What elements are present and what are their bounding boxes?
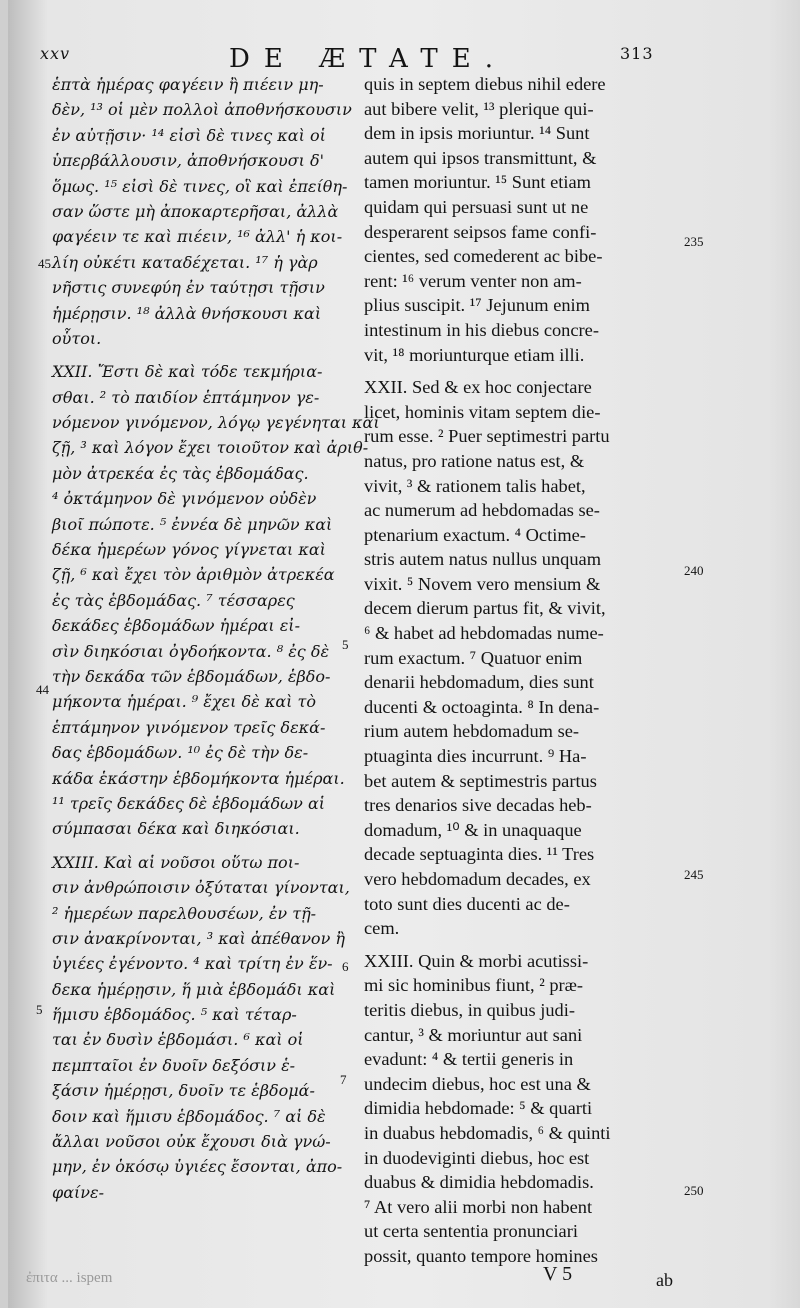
latin-text-line: quis in septem diebus nihil edere (364, 74, 606, 94)
greek-text-line: ὑπερβάλλουσιν, ἀποθνήσκουσι δ' (52, 151, 325, 171)
signature-mark: V 5 (543, 1263, 573, 1285)
greek-text-line: ὑγιέες ἐγένοντο. ⁴ καὶ τρίτη ἐν ἕν- (52, 954, 333, 974)
latin-text-line: decem dierum partus fit, & vivit, (364, 598, 606, 619)
latin-text-line: tamen moriuntur. ¹⁵ Sunt etiam (364, 172, 591, 193)
latin-text-line: bet autem & septimestris partus (364, 770, 597, 791)
greek-text-line: ξάσιν ἡμέρῃσι, δυοῖν τε ἑβδομά- (52, 1081, 315, 1101)
header-section-number: xxv (40, 44, 71, 63)
latin-text-line: autem qui ipsos transmittunt, & (364, 147, 597, 168)
latin-text-line: aut bibere velit, ¹³ plerique qui- (364, 98, 594, 119)
catchword: ab (656, 1270, 673, 1290)
latin-text-line: toto sunt dies ducenti ac de- (364, 893, 570, 914)
latin-text-line: vit, ¹⁸ moriunturque etiam illi. (364, 344, 585, 365)
greek-text-line: δέκα ἡμερέων γόνος γίγνεται καὶ (52, 540, 326, 560)
greek-text-line: φαίνε- (52, 1182, 104, 1202)
latin-text-line: ⁶ & habet ad hebdomadas nume- (364, 623, 604, 644)
page-number: 313 (620, 44, 654, 63)
latin-text-line: vero hebdomadum decades, ex (364, 869, 591, 889)
latin-text-line: evadunt: ⁴ & tertii generis in (364, 1049, 574, 1070)
greek-text-column (52, 72, 380, 1205)
latin-text-line: ⁷ At vero alii morbi non habent (364, 1196, 593, 1217)
greek-text-line: σιν ἀνθρώποισιν ὀξύταται γίνονται, (52, 878, 350, 898)
latin-text-column (364, 72, 678, 1269)
running-title: DE ÆTATE. (229, 44, 507, 74)
greek-text-line: ἑπτὰ ἡμέρας φαγέειν ἢ πιέειν μη- (52, 75, 324, 94)
greek-text-line: τὴν δεκάδα τῶν ἑβδομάδων, ἑβδο- (52, 666, 331, 686)
greek-text-line: ἄλλαι νοῦσοι οὐκ ἔχουσι διὰ γνώ- (52, 1132, 331, 1152)
greek-text-line: ἐς τὰς ἑβδομάδας. ⁷ τέσσαρες (52, 590, 295, 610)
latin-text-paragraph-gap (364, 941, 678, 949)
greek-text-paragraph-gap (52, 351, 334, 359)
margin-note-235: 235 (684, 234, 704, 249)
greek-text-line: ἡμέρῃσιν. ¹⁸ ἀλλὰ θνήσκουσι καὶ (52, 303, 322, 323)
latin-text-line: rium autem hebdomadum se- (364, 721, 580, 742)
latin-text-line: ut certa sententia pronunciari (364, 1221, 578, 1242)
margin-note-6-mid: 6 (342, 959, 349, 974)
greek-text-line: σαν ὥστε μὴ ἀποκαρτερῆσαι, ἀλλὰ (52, 201, 339, 221)
book-page (8, 0, 800, 1308)
latin-text-line: desperarent seipsos fame confi- (364, 221, 597, 242)
latin-text-line: cem. (364, 918, 400, 939)
greek-text-paragraph-gap (52, 842, 334, 850)
greek-text-line: λίη οὐκέτι καταδέχεται. ¹⁷ ἡ γὰρ (52, 252, 318, 272)
greek-text-line: σθαι. ² τὸ παιδίον ἑπτάμηνον γε- (52, 387, 320, 407)
greek-text-line: οὗτοι. (52, 328, 102, 348)
latin-text-line: vivit, ³ & rationem talis habet, (364, 475, 586, 496)
greek-text-line: σύμπασαι δέκα καὶ διηκόσιαι. (52, 819, 300, 839)
greek-text-line: ζῇ, ³ καὶ λόγον ἔχει τοιοῦτον καὶ ἀριθ- (52, 438, 369, 458)
latin-text-line: ac numerum ad hebdomadas se- (364, 500, 600, 521)
latin-text-line: dem in ipsis moriuntur. ¹⁴ Sunt (364, 123, 590, 144)
latin-text-line: ptenarium exactum. ⁴ Octime- (364, 524, 586, 545)
greek-text-line: ἑπτάμηνον γινόμενον τρεῖς δεκά- (52, 717, 326, 737)
latin-text-line: ducenti & octoaginta. ⁸ In dena- (364, 696, 600, 717)
greek-text-line: δεκάδες ἑβδομάδων ἡμέραι εἰ- (52, 616, 300, 636)
latin-text-line: decade septuaginta dies. ¹¹ Tres (364, 844, 595, 865)
latin-text-line: quidam qui persuasi sunt ut ne (364, 196, 589, 217)
margin-note-5-left: 5 (36, 1002, 43, 1017)
latin-text-line: denarii hebdomadum, dies sunt (364, 672, 594, 693)
latin-text-line: tres denarios sive decadas heb- (364, 795, 592, 816)
greek-text-line: δας ἑβδομάδων. ¹⁰ ἐς δὲ τὴν δε- (52, 743, 309, 763)
latin-text-line: cantur, ³ & moriuntur aut sani (364, 1024, 583, 1045)
greek-text-line: δοιν καὶ ἥμισυ ἑβδομάδος. ⁷ αἱ δὲ (52, 1106, 326, 1126)
latin-text-line: teritis diebus, in quibus judi- (364, 999, 575, 1020)
margin-note-44: 44 (36, 682, 49, 697)
greek-text-line: ται ἐν δυσὶν ἑβδομάσι. ⁶ καὶ οἱ (52, 1030, 304, 1050)
margin-note-250: 250 (684, 1183, 704, 1198)
margin-note-245: 245 (684, 867, 704, 882)
latin-text-line: plius suscipit. ¹⁷ Jejunum enim (364, 295, 590, 316)
greek-text-line: νῆστις συνεφύη ἐν ταύτῃσι τῇσιν (52, 278, 325, 298)
latin-text-line: vixit. ⁵ Novem vero mensium & (364, 573, 601, 594)
greek-text-line: φαγέειν τε καὶ πιέειν, ¹⁶ ἀλλ' ἡ κοι- (52, 227, 343, 247)
greek-text-line: XXIII. Καὶ αἱ νοῦσοι οὕτω ποι- (52, 852, 300, 872)
latin-text-line: rum esse. ² Puer septimestri partu (364, 426, 610, 447)
greek-text-line: μήκοντα ἡμέραι. ⁹ ἔχει δὲ καὶ τὸ (52, 692, 316, 712)
bleed-through-text: ἐπιτα ... ispem (26, 1270, 113, 1286)
greek-text-line: ¹¹ τρεῖς δεκάδες δὲ ἑβδομάδων αἱ (52, 793, 326, 813)
latin-text-line: in duodeviginti diebus, hoc est (364, 1147, 590, 1168)
latin-text-line: possit, quanto tempore homines (364, 1245, 598, 1266)
greek-text-line: κάδα ἑκάστην ἑβδομήκοντα ἡμέραι. (52, 768, 345, 788)
latin-text-line: intestinum in his diebus concre- (364, 319, 599, 340)
latin-text-line: undecim diebus, hoc est una & (364, 1073, 591, 1094)
greek-text-line: σιν ἀνακρίνονται, ³ καὶ ἀπέθανον ἢ (52, 928, 345, 948)
margin-note-7-mid: 7 (340, 1072, 347, 1087)
greek-text-line: ἥμισυ ἑβδομάδος. ⁵ καὶ τέταρ- (52, 1005, 297, 1025)
latin-text-line: mi sic hominibus fiunt, ² præ- (364, 975, 584, 996)
greek-text-line: ἐν αὐτῇσιν· ¹⁴ εἰσὶ δὲ τινες καὶ οἱ (52, 125, 326, 145)
greek-text-line: δὲν, ¹³ οἱ μὲν πολλοὶ ἀποθνήσκουσιν (52, 100, 352, 120)
greek-text-line: ζῇ, ⁶ καὶ ἔχει τὸν ἀριθμὸν ἀτρεκέα (52, 565, 335, 585)
greek-text-line: μὸν ἀτρεκέα ἐς τὰς ἑβδομάδας. (52, 463, 309, 483)
greek-text-line: ² ἡμερέων παρελθουσέων, ἐν τῇ- (52, 903, 317, 923)
greek-text-line: ὅμως. ¹⁵ εἰσὶ δὲ τινες, οἳ καὶ ἐπείθη- (52, 176, 348, 196)
margin-note-45: 45 (38, 256, 51, 271)
greek-text-line: μην, ἐν ὁκόσῳ ὑγιέες ἔσονται, ἀπο- (52, 1157, 343, 1177)
latin-text-line: duabus & dimidia hebdomadis. (364, 1172, 594, 1193)
latin-text-line: XXII. Sed & ex hoc conjectare (364, 377, 592, 398)
latin-text-line: ptuaginta dies incurrunt. ⁹ Ha- (364, 746, 587, 767)
greek-text-line: δεκα ἡμέρῃσιν, ἥ μιὰ ἑβδομάδι καὶ (52, 979, 336, 999)
greek-text-line: πεμπταῖοι ἐν δυοῖν δεξόσιν ἑ- (52, 1055, 296, 1075)
margin-note-240: 240 (684, 563, 704, 578)
latin-text-line: domadum, ¹⁰ & in unaquaque (364, 819, 582, 840)
latin-text-line: rum exactum. ⁷ Quatuor enim (364, 647, 583, 668)
latin-text-line: dimidia hebdomade: ⁵ & quarti (364, 1098, 593, 1119)
latin-text-line: licet, hominis vitam septem die- (364, 401, 601, 422)
greek-text-line: ⁴ ὀκτάμηνον δὲ γινόμενον οὐδὲν (52, 489, 317, 509)
latin-text-line: cientes, sed comederent ac bibe- (364, 246, 603, 267)
greek-text-line: νόμενον γινόμενον, λόγῳ γεγένηται καὶ (52, 413, 380, 433)
latin-text-line: natus, pro ratione natus est, & (364, 450, 585, 471)
greek-text-line: βιοῖ πώποτε. ⁵ ἐννέα δὲ μηνῶν καὶ (52, 514, 333, 534)
latin-text-paragraph-gap (364, 367, 678, 375)
margin-note-5-mid: 5 (342, 637, 349, 652)
greek-text-line: XXII. Ἔστι δὲ καὶ τόδε τεκμήρια- (52, 362, 323, 382)
latin-text-line: XXIII. Quin & morbi acutissi- (364, 950, 589, 971)
greek-text-line: σὶν διηκόσιαι ὀγδοήκοντα. ⁸ ἐς δὲ (52, 641, 330, 661)
latin-text-line: stris autem natus nullus unquam (364, 549, 602, 570)
latin-text-line: in duabus hebdomadis, ⁶ & quinti (364, 1122, 611, 1143)
latin-text-line: rent: ¹⁶ verum venter non am- (364, 270, 582, 291)
